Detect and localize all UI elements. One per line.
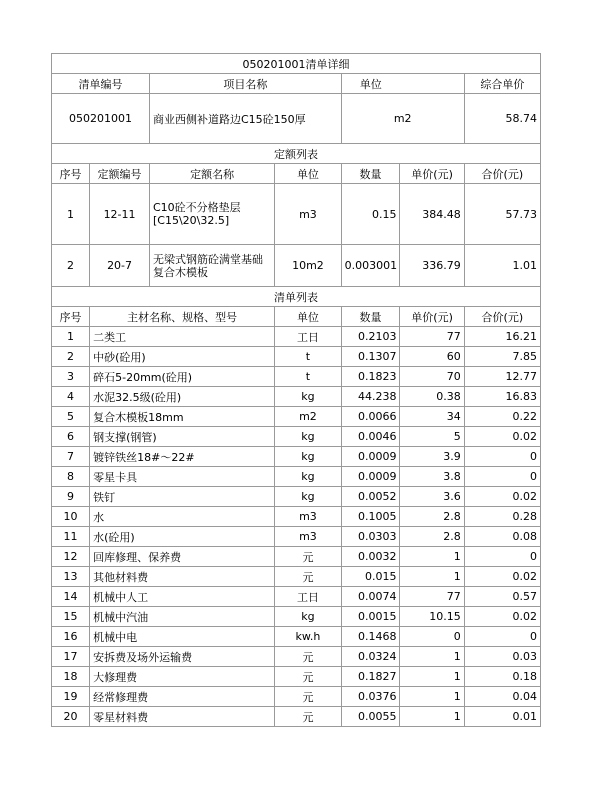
material-cell-name: 水(砼用) xyxy=(90,527,275,547)
material-cell-price: 1 xyxy=(400,687,464,707)
material-cell-unit: kg xyxy=(275,387,341,407)
quota-section-title: 定额列表 xyxy=(52,144,541,164)
material-cell-total: 0.01 xyxy=(464,707,540,727)
material-cell-unit: m2 xyxy=(275,407,341,427)
quota-cell-code: 12-11 xyxy=(90,184,150,245)
material-cell-price: 1 xyxy=(400,547,464,567)
quota-header-cell: 数量 xyxy=(341,164,400,184)
quota-header-cell: 单位 xyxy=(275,164,341,184)
material-row xyxy=(52,647,541,667)
material-cell-qty: 0.0074 xyxy=(341,587,400,607)
material-cell-name: 水泥32.5级(砼用) xyxy=(90,387,275,407)
material-cell-total: 0.18 xyxy=(464,667,540,687)
quota-header-cell: 序号 xyxy=(52,164,90,184)
material-row xyxy=(52,447,541,467)
material-row xyxy=(52,367,541,387)
quota-header-cell: 定额编号 xyxy=(90,164,150,184)
quota-header-row xyxy=(52,164,541,184)
material-cell-total: 16.83 xyxy=(464,387,540,407)
material-cell-price: 1 xyxy=(400,707,464,727)
material-row xyxy=(52,327,541,347)
material-cell-unit: m3 xyxy=(275,507,341,527)
material-cell-total: 0.22 xyxy=(464,407,540,427)
material-cell-qty: 0.0376 xyxy=(341,687,400,707)
material-cell-no: 10 xyxy=(52,507,90,527)
material-cell-total: 0.08 xyxy=(464,527,540,547)
material-cell-total: 0.28 xyxy=(464,507,540,527)
material-cell-no: 11 xyxy=(52,527,90,547)
quota-cell-qty: 0.003001 xyxy=(341,245,400,287)
material-cell-unit: kg xyxy=(275,427,341,447)
quota-cell-unit: 10m2 xyxy=(275,245,341,287)
material-cell-name: 其他材料费 xyxy=(90,567,275,587)
material-cell-qty: 0.015 xyxy=(341,567,400,587)
material-cell-no: 8 xyxy=(52,467,90,487)
material-cell-no: 12 xyxy=(52,547,90,567)
material-cell-price: 1 xyxy=(400,647,464,667)
quota-header-cell: 定额名称 xyxy=(150,164,275,184)
header-code: 清单编号 xyxy=(52,74,150,94)
item-name: 商业西侧补道路边C15砼150厚 xyxy=(150,94,342,144)
header-name: 项目名称 xyxy=(150,74,342,94)
material-cell-no: 13 xyxy=(52,567,90,587)
quota-cell-total: 1.01 xyxy=(464,245,540,287)
material-cell-qty: 0.1468 xyxy=(341,627,400,647)
material-cell-price: 60 xyxy=(400,347,464,367)
material-cell-qty: 0.1823 xyxy=(341,367,400,387)
material-cell-name: 机械中电 xyxy=(90,627,275,647)
quota-cell-name: C10砼不分格垫层[C15\20\32.5] xyxy=(150,184,275,245)
material-cell-qty: 0.0324 xyxy=(341,647,400,667)
header-price: 综合单价 xyxy=(464,74,540,94)
material-row xyxy=(52,427,541,447)
quota-header-cell: 单价(元) xyxy=(400,164,464,184)
material-cell-unit: t xyxy=(275,367,341,387)
material-cell-qty: 0.0009 xyxy=(341,467,400,487)
item-unit: m2 xyxy=(341,94,464,144)
material-cell-price: 2.8 xyxy=(400,527,464,547)
material-cell-name: 二类工 xyxy=(90,327,275,347)
quota-cell-total: 57.73 xyxy=(464,184,540,245)
material-cell-total: 12.77 xyxy=(464,367,540,387)
material-cell-unit: kg xyxy=(275,447,341,467)
material-cell-name: 零星卡具 xyxy=(90,467,275,487)
material-cell-no: 6 xyxy=(52,427,90,447)
material-cell-unit: m3 xyxy=(275,527,341,547)
material-cell-price: 77 xyxy=(400,327,464,347)
material-cell-name: 经常修理费 xyxy=(90,687,275,707)
quota-header-cell: 合价(元) xyxy=(464,164,540,184)
quota-cell-unit: m3 xyxy=(275,184,341,245)
material-cell-qty: 0.2103 xyxy=(341,327,400,347)
material-cell-price: 3.6 xyxy=(400,487,464,507)
material-cell-no: 2 xyxy=(52,347,90,367)
material-cell-name: 中砂(砼用) xyxy=(90,347,275,367)
materials-header-cell: 合价(元) xyxy=(464,307,540,327)
material-row xyxy=(52,587,541,607)
material-cell-total: 0 xyxy=(464,447,540,467)
quota-cell-code: 20-7 xyxy=(90,245,150,287)
material-cell-unit: kw.h xyxy=(275,627,341,647)
material-cell-unit: 元 xyxy=(275,707,341,727)
material-cell-unit: 元 xyxy=(275,667,341,687)
material-cell-price: 0.38 xyxy=(400,387,464,407)
materials-header-cell: 单位 xyxy=(275,307,341,327)
material-cell-qty: 0.0032 xyxy=(341,547,400,567)
material-cell-unit: kg xyxy=(275,487,341,507)
material-cell-price: 1 xyxy=(400,667,464,687)
header-unit: 单位 xyxy=(341,74,400,94)
material-cell-name: 铁钉 xyxy=(90,487,275,507)
material-cell-name: 碎石5-20mm(砼用) xyxy=(90,367,275,387)
material-row xyxy=(52,507,541,527)
material-cell-unit: 元 xyxy=(275,647,341,667)
material-cell-price: 1 xyxy=(400,567,464,587)
material-cell-no: 16 xyxy=(52,627,90,647)
material-cell-total: 0.04 xyxy=(464,687,540,707)
material-cell-name: 钢支撑(钢管) xyxy=(90,427,275,447)
bill-detail-table xyxy=(51,53,541,727)
quota-cell-name: 无梁式钢筋砼满堂基础复合木模板 xyxy=(150,245,275,287)
material-cell-total: 0.57 xyxy=(464,587,540,607)
material-cell-no: 5 xyxy=(52,407,90,427)
material-cell-qty: 0.1827 xyxy=(341,667,400,687)
material-cell-name: 复合木模板18mm xyxy=(90,407,275,427)
material-cell-qty: 0.0046 xyxy=(341,427,400,447)
material-cell-price: 2.8 xyxy=(400,507,464,527)
material-cell-total: 0.02 xyxy=(464,567,540,587)
material-cell-qty: 0.0303 xyxy=(341,527,400,547)
material-cell-unit: kg xyxy=(275,607,341,627)
material-cell-no: 9 xyxy=(52,487,90,507)
material-cell-qty: 0.0015 xyxy=(341,607,400,627)
material-cell-total: 0.02 xyxy=(464,427,540,447)
material-cell-name: 安拆费及场外运输费 xyxy=(90,647,275,667)
material-cell-unit: 工日 xyxy=(275,587,341,607)
material-cell-name: 大修理费 xyxy=(90,667,275,687)
material-cell-price: 34 xyxy=(400,407,464,427)
material-cell-name: 机械中汽油 xyxy=(90,607,275,627)
material-row xyxy=(52,627,541,647)
material-cell-name: 零星材料费 xyxy=(90,707,275,727)
material-cell-name: 回库修理、保养费 xyxy=(90,547,275,567)
material-cell-no: 19 xyxy=(52,687,90,707)
material-cell-qty: 44.238 xyxy=(341,387,400,407)
quota-cell-no: 1 xyxy=(52,184,90,245)
material-cell-total: 0.02 xyxy=(464,607,540,627)
material-cell-unit: 元 xyxy=(275,547,341,567)
material-cell-total: 0 xyxy=(464,627,540,647)
quota-cell-price: 336.79 xyxy=(400,245,464,287)
material-cell-qty: 0.0009 xyxy=(341,447,400,467)
quota-cell-no: 2 xyxy=(52,245,90,287)
material-cell-name: 机械中人工 xyxy=(90,587,275,607)
material-row xyxy=(52,387,541,407)
quota-row xyxy=(52,245,541,287)
material-row xyxy=(52,567,541,587)
material-cell-no: 18 xyxy=(52,667,90,687)
material-cell-qty: 0.1307 xyxy=(341,347,400,367)
material-cell-total: 0.02 xyxy=(464,487,540,507)
material-row xyxy=(52,707,541,727)
material-cell-total: 0.03 xyxy=(464,647,540,667)
material-cell-no: 1 xyxy=(52,327,90,347)
material-cell-price: 0 xyxy=(400,627,464,647)
material-cell-total: 16.21 xyxy=(464,327,540,347)
material-cell-no: 7 xyxy=(52,447,90,467)
material-cell-no: 15 xyxy=(52,607,90,627)
material-row xyxy=(52,547,541,567)
material-cell-unit: kg xyxy=(275,467,341,487)
materials-header-cell: 单价(元) xyxy=(400,307,464,327)
material-cell-no: 20 xyxy=(52,707,90,727)
material-row xyxy=(52,407,541,427)
material-cell-name: 镀锌铁丝18#～22# xyxy=(90,447,275,467)
item-code: 050201001 xyxy=(52,94,150,144)
materials-header-cell: 数量 xyxy=(341,307,400,327)
material-cell-price: 3.8 xyxy=(400,467,464,487)
item-price: 58.74 xyxy=(464,94,540,144)
material-cell-price: 3.9 xyxy=(400,447,464,467)
material-cell-no: 14 xyxy=(52,587,90,607)
material-cell-price: 10.15 xyxy=(400,607,464,627)
material-cell-total: 0 xyxy=(464,547,540,567)
material-row xyxy=(52,667,541,687)
table-title: 050201001清单详细 xyxy=(52,54,541,74)
material-cell-name: 水 xyxy=(90,507,275,527)
material-cell-no: 3 xyxy=(52,367,90,387)
material-cell-total: 7.85 xyxy=(464,347,540,367)
material-cell-qty: 0.1005 xyxy=(341,507,400,527)
material-cell-qty: 0.0066 xyxy=(341,407,400,427)
materials-header-cell: 主材名称、规格、型号 xyxy=(90,307,275,327)
material-row xyxy=(52,487,541,507)
material-row xyxy=(52,347,541,367)
material-cell-total: 0 xyxy=(464,467,540,487)
material-cell-no: 4 xyxy=(52,387,90,407)
material-cell-unit: t xyxy=(275,347,341,367)
material-cell-price: 77 xyxy=(400,587,464,607)
material-cell-no: 17 xyxy=(52,647,90,667)
materials-header-cell: 序号 xyxy=(52,307,90,327)
material-cell-unit: 元 xyxy=(275,687,341,707)
material-cell-unit: 工日 xyxy=(275,327,341,347)
material-row xyxy=(52,607,541,627)
material-cell-price: 70 xyxy=(400,367,464,387)
material-cell-qty: 0.0052 xyxy=(341,487,400,507)
quota-cell-price: 384.48 xyxy=(400,184,464,245)
quota-cell-qty: 0.15 xyxy=(341,184,400,245)
material-row xyxy=(52,467,541,487)
material-cell-unit: 元 xyxy=(275,567,341,587)
material-row xyxy=(52,687,541,707)
material-row xyxy=(52,527,541,547)
materials-header-row xyxy=(52,307,541,327)
material-cell-qty: 0.0055 xyxy=(341,707,400,727)
materials-section-title: 清单列表 xyxy=(52,287,541,307)
material-cell-price: 5 xyxy=(400,427,464,447)
quota-row xyxy=(52,184,541,245)
